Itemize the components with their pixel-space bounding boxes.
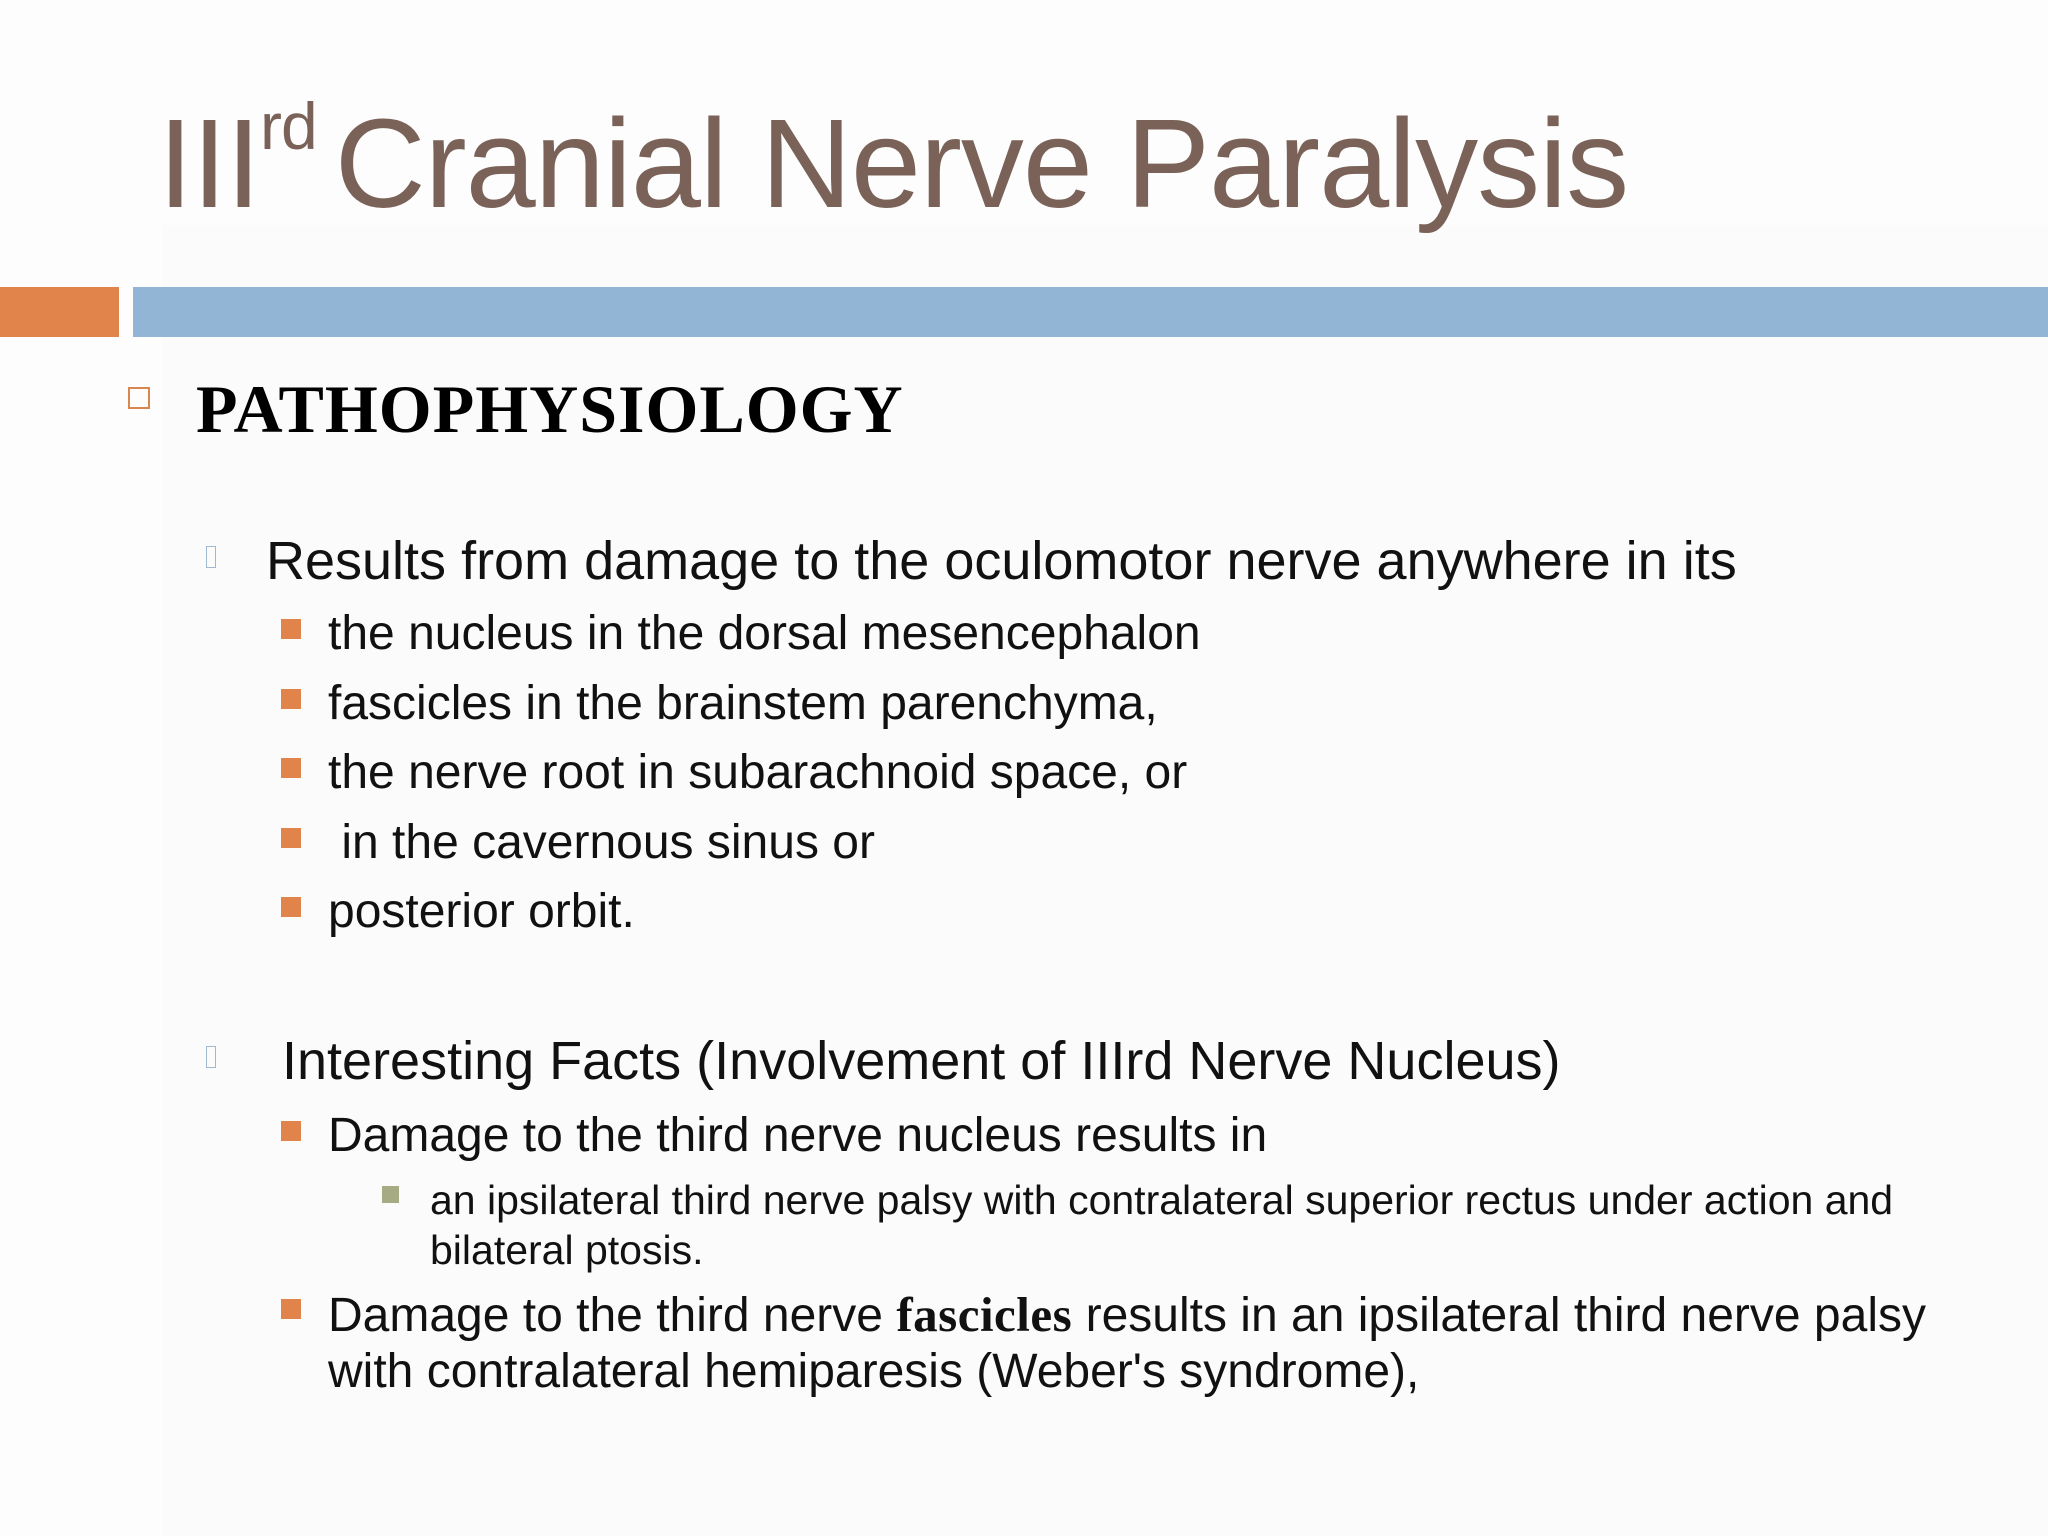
point1-item: in the cavernous sinus or xyxy=(328,816,875,869)
orange-square-bullet-icon xyxy=(281,1299,301,1319)
level1-bullet-icon xyxy=(206,546,216,568)
orange-square-bullet-icon xyxy=(281,828,301,848)
point1-item: posterior orbit. xyxy=(328,885,635,938)
accent-bar-blue xyxy=(133,287,2048,337)
point2-item: Damage to the third nerve nucleus results in xyxy=(328,1109,1268,1162)
level1-bullet-icon xyxy=(206,1046,216,1068)
point1-item: the nerve root in subarachnoid space, or xyxy=(328,746,1188,799)
accent-bar-orange xyxy=(0,287,119,337)
point2-item2-emphasis: fascicles xyxy=(896,1287,1073,1342)
point1-text: Results from damage to the oculomotor nerve anywhere in its xyxy=(266,531,1737,591)
green-square-bullet-icon xyxy=(382,1186,399,1203)
orange-square-bullet-icon xyxy=(281,1121,301,1141)
point2-item2-after: results in an ipsilateral third nerve palsy with contralateral hemiparesis (Weber's syndrome), xyxy=(328,1289,1926,1398)
hollow-square-bullet-icon xyxy=(128,387,150,409)
point1-item: the nucleus in the dorsal mesencephalon xyxy=(328,607,1201,660)
point1-item: fascicles in the brainstem parenchyma, xyxy=(328,677,1158,730)
slide-title xyxy=(158,88,1628,239)
title-prefix: III xyxy=(158,93,261,234)
orange-square-bullet-icon xyxy=(281,897,301,917)
orange-square-bullet-icon xyxy=(281,758,301,778)
point2-item xyxy=(328,1287,1968,1400)
point2-item2-before: Damage to the third nerve xyxy=(328,1289,897,1342)
title-superscript: rd xyxy=(260,89,317,163)
orange-square-bullet-icon xyxy=(281,619,301,639)
section-heading: PATHOPHYSIOLOGY xyxy=(196,371,904,447)
point2-text: Interesting Facts (Involvement of IIIrd Nerve Nucleus) xyxy=(282,1031,1561,1091)
title-main: Cranial Nerve Paralysis xyxy=(334,93,1629,234)
point2-subitem: an ipsilateral third nerve palsy with contralateral superior rectus under action and bilateral ptosis. xyxy=(430,1177,1894,1273)
orange-square-bullet-icon xyxy=(281,689,301,709)
